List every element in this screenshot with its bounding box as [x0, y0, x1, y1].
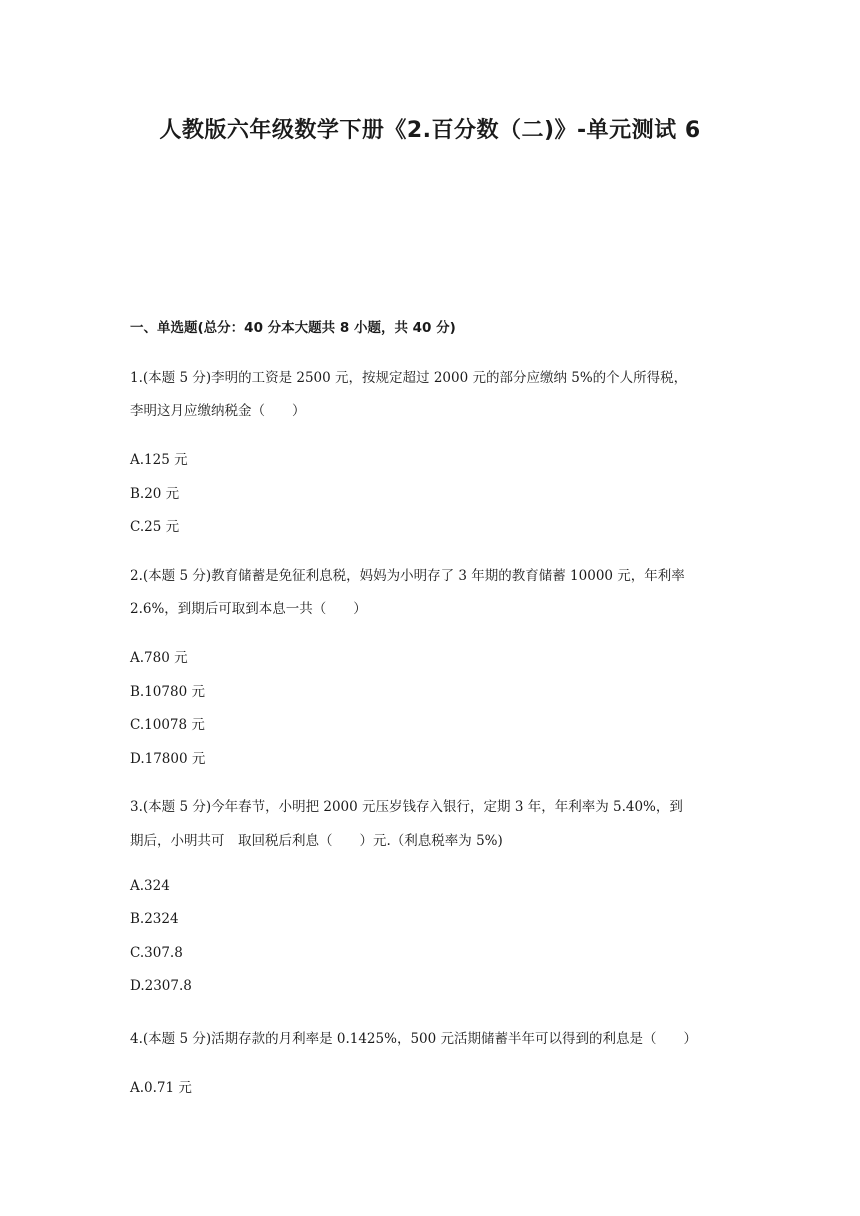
question-1-option-a: A.125 元	[130, 452, 188, 468]
question-2-stem-line-2: 2.6%，到期后可取到本息一共（ ）	[130, 601, 367, 617]
question-4-stem-line-1: 4.(本题 5 分)活期存款的月利率是 0.1425%，500 元活期储蓄半年可以得到的利息是（ ）	[130, 1031, 697, 1047]
question-3-option-c: C.307.8	[130, 945, 183, 961]
question-2-option-a: A.780 元	[130, 650, 188, 666]
question-3-option-d: D.2307.8	[130, 978, 192, 994]
question-3-option-a: A.324	[130, 878, 170, 894]
question-2-option-b: B.10780 元	[130, 684, 205, 700]
question-3-stem-line-2: 期后，小明共可 取回税后利息（ ）元.（利息税率为 5%)	[130, 833, 503, 849]
question-2-option-d: D.17800 元	[130, 751, 206, 767]
question-1-stem-line-1: 1.(本题 5 分)李明的工资是 2500 元，按规定超过 2000 元的部分应缴纳 5%的个人所得税，	[130, 370, 688, 386]
question-1-option-b: B.20 元	[130, 486, 180, 502]
page-title: 人教版六年级数学下册《2.百分数（二)》-单元测试 6	[159, 118, 701, 143]
question-1-option-c: C.25 元	[130, 519, 180, 535]
question-1-stem-line-2: 李明这月应缴纳税金（ ）	[130, 403, 306, 419]
question-3-option-b: B.2324	[130, 911, 179, 927]
section-heading: 一、单选题(总分：40 分本大题共 8 小题，共 40 分)	[130, 320, 456, 336]
question-2-option-c: C.10078 元	[130, 717, 205, 733]
question-2-stem-line-1: 2.(本题 5 分)教育储蓄是免征利息税，妈妈为小明存了 3 年期的教育储蓄 10000 元，年利率	[130, 568, 685, 584]
question-3-stem-line-1: 3.(本题 5 分)今年春节，小明把 2000 元压岁钱存入银行，定期 3 年，年利率为 5.40%，到	[130, 799, 683, 815]
question-4-option-a: A.0.71 元	[130, 1080, 192, 1096]
